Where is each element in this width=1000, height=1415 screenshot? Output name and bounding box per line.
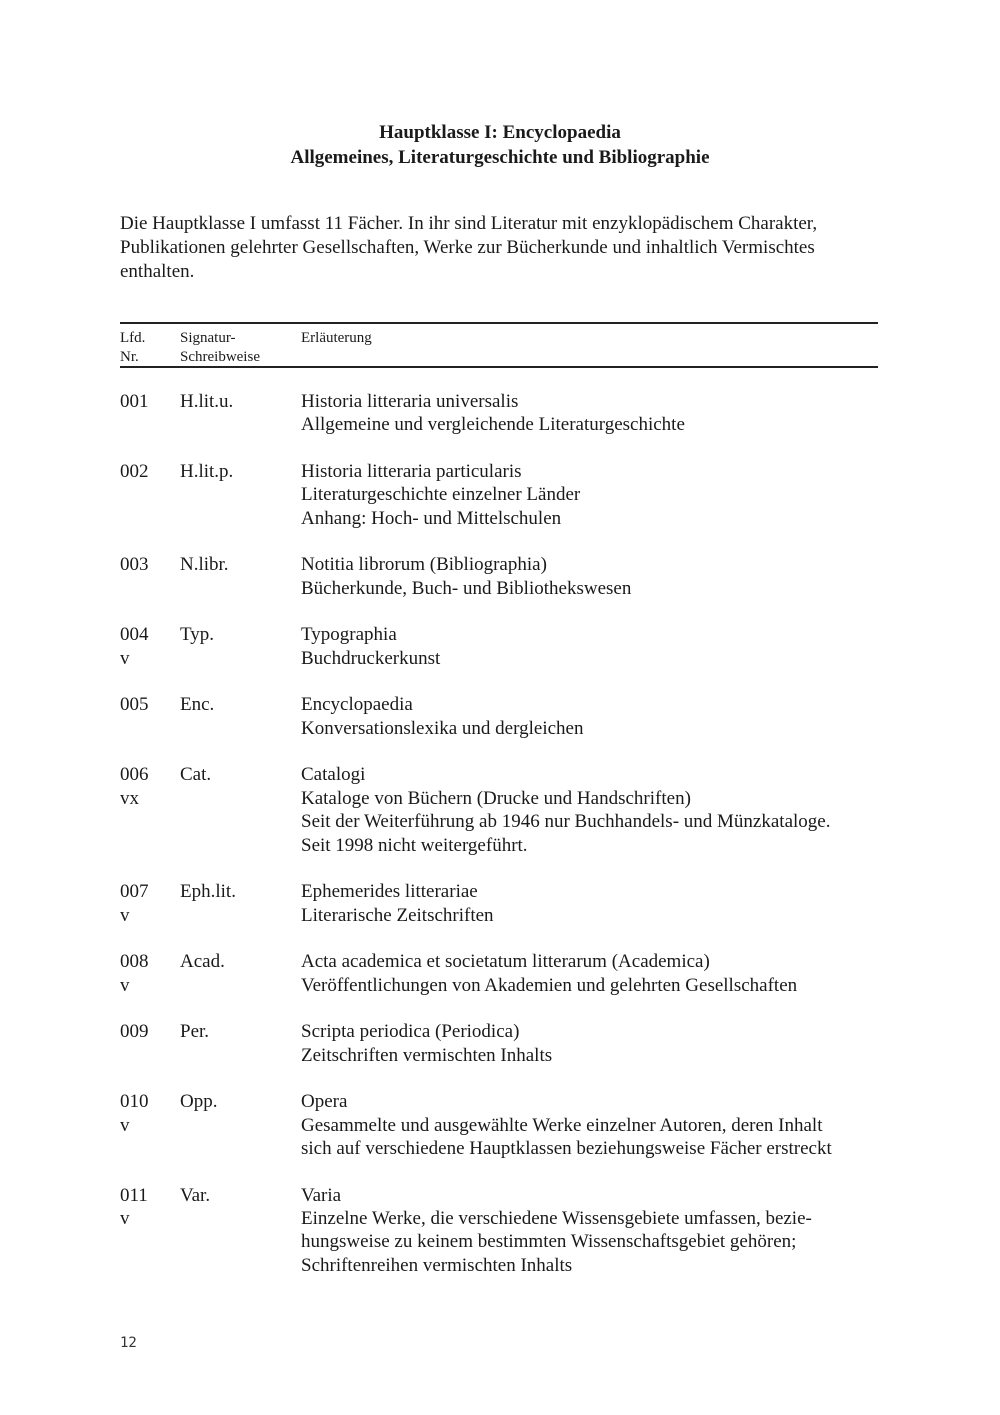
intro-line: Publikationen gelehrter Gesellschaften, Werke zur Bücherkunde und inhaltlich Vermischtes [120,237,815,258]
row-number: 010 [120,1091,149,1113]
row-description [301,763,880,857]
row-number-cell [120,1020,180,1067]
header-text: Nr. [120,349,139,365]
table-row [120,763,880,857]
row-mark: v [120,904,130,926]
header-text: Signatur- [180,330,236,346]
description-line: Acta academica et societatum litterarum (Academica) [301,951,710,973]
row-description [301,1184,880,1278]
description-line: Buchdruckerkunst [301,647,441,669]
row-number: 011 [120,1184,148,1206]
table-row [120,1020,880,1067]
row-description [301,553,880,600]
intro-line: Die Hauptklasse I umfasst 11 Fächer. In ihr sind Literatur mit enzyklopädischem Charakter, [120,213,818,234]
table-row [120,390,880,437]
title-line-1: Hauptklasse I: Encyclopaedia [379,122,621,143]
header-text: Schreibweise [180,349,260,365]
row-description [301,390,880,437]
row-description [301,880,880,927]
header-erlaeuterung: Erläuterung [301,330,372,346]
row-number-cell [120,1090,180,1160]
row-number: 002 [120,461,149,482]
row-signature: N.libr. [180,554,229,576]
description-line: Allgemeine und vergleichende Literaturgeschichte [301,414,685,436]
table-row [120,1184,880,1278]
table-top-rule [120,322,878,324]
description-line: Encyclopaedia [301,694,413,716]
row-number: 006 [120,764,149,786]
row-signature: H.lit.p. [180,461,234,482]
row-number-cell [120,950,180,997]
row-number: 003 [120,554,149,576]
page-number: 12 [120,1335,137,1351]
description-line: sich auf verschiedene Hauptklassen beziehungsweise Fächer erstreckt [301,1138,832,1160]
row-mark: vx [120,787,139,809]
page-title [0,120,1000,170]
row-number-cell [120,460,180,530]
description-line: Historia litteraria particularis [301,461,522,482]
description-line: Veröffentlichungen von Akademien und gelehrten Gesellschaften [301,974,798,996]
intro-line: enthalten. [120,261,195,282]
header-lfd-nr [120,329,175,367]
row-signature: H.lit.u. [180,391,234,412]
description-line: Einzelne Werke, die verschiedene Wissensgebiete umfassen, bezie- [301,1208,812,1230]
row-signature: Typ. [180,624,215,646]
description-line: Konversationslexika und dergleichen [301,717,584,739]
description-line: Varia [301,1184,342,1206]
row-signature: Eph.lit. [180,881,236,903]
description-line: Seit der Weiterführung ab 1946 nur Buchhandels- und Münzkataloge. [301,811,831,833]
row-number: 005 [120,694,149,716]
row-number-cell [120,763,180,857]
description-line: Anhang: Hoch- und Mittelschulen [301,507,562,529]
description-line: Ephemerides litterariae [301,881,478,903]
description-line: Historia litteraria universalis [301,391,519,412]
intro-paragraph [120,212,880,284]
description-line: Schriftenreihen vermischten Inhalts [301,1254,573,1276]
description-line: Notitia librorum (Bibliographia) [301,554,547,576]
description-line: Catalogi [301,764,366,786]
table-header-rule [120,366,878,368]
row-signature: Acad. [180,951,225,973]
description-line: Opera [301,1091,348,1113]
row-description [301,1020,880,1067]
row-number-cell [120,880,180,927]
row-description [301,460,880,530]
header-text: Lfd. [120,330,146,346]
row-number: 007 [120,881,149,903]
row-mark: v [120,1208,130,1230]
table-row [120,460,880,530]
row-description [301,1090,880,1160]
row-number: 001 [120,391,149,412]
table-row [120,880,880,927]
row-number: 009 [120,1021,149,1043]
description-line: Bücherkunde, Buch- und Bibliothekswesen [301,577,632,599]
row-number-cell [120,693,180,740]
description-line: Seit 1998 nicht weitergeführt. [301,834,528,856]
row-number: 004 [120,624,149,646]
table-body [120,390,880,1300]
row-description [301,693,880,740]
description-line: hungsweise zu keinem bestimmten Wissenschaftsgebiet gehören; [301,1231,797,1253]
description-line: Kataloge von Büchern (Drucke und Handschriften) [301,787,691,809]
header-signatur [180,329,300,367]
table-row [120,623,880,670]
row-number-cell [120,1184,180,1278]
row-signature: Per. [180,1021,210,1043]
row-mark: v [120,647,130,669]
row-mark: v [120,974,130,996]
row-description [301,950,880,997]
row-description [301,623,880,670]
row-signature: Opp. [180,1091,218,1113]
row-number-cell [120,390,180,437]
row-mark: v [120,1114,130,1136]
table-row [120,1090,880,1160]
row-number-cell [120,553,180,600]
description-line: Literarische Zeitschriften [301,904,494,926]
description-line: Scripta periodica (Periodica) [301,1021,520,1043]
table-row [120,950,880,997]
row-number: 008 [120,951,149,973]
row-signature: Var. [180,1184,211,1206]
description-line: Typographia [301,624,397,646]
table-row [120,693,880,740]
description-line: Gesammelte und ausgewählte Werke einzelner Autoren, deren Inhalt [301,1114,823,1136]
row-signature: Cat. [180,764,212,786]
table-row [120,553,880,600]
description-line: Zeitschriften vermischten Inhalts [301,1044,553,1066]
description-line: Literaturgeschichte einzelner Länder [301,484,581,506]
row-signature: Enc. [180,694,215,716]
row-number-cell [120,623,180,670]
title-line-2: Allgemeines, Literaturgeschichte und Bibliographie [290,147,710,168]
